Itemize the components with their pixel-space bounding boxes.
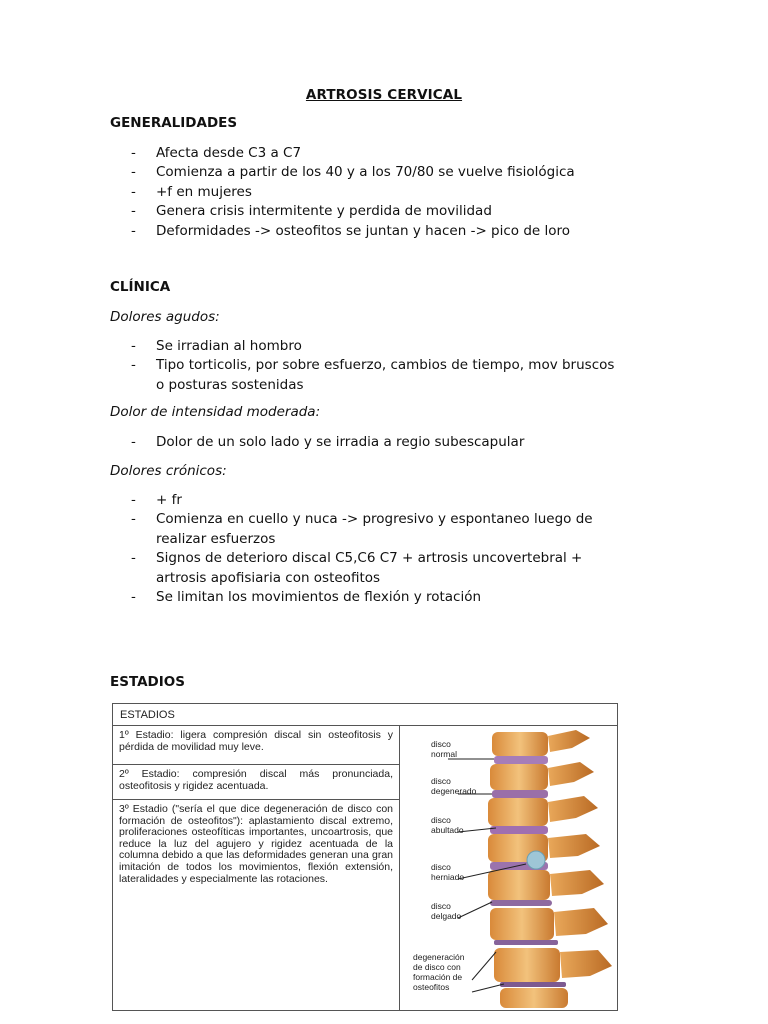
estadios-table <box>112 703 618 1011</box>
list-item: - Signos de deterioro discal C5,C6 C7 + artrosis uncovertebral + artrosis apofisiaria con osteofitos <box>131 550 583 586</box>
list-item: - Se irradian al hombro <box>131 338 302 354</box>
figure-label-degeneracion: degeneración de disco con formación de osteofitos <box>413 952 465 992</box>
list-item: - Dolor de un solo lado y se irradia a regio subescapular <box>131 434 525 450</box>
figure-label-disco-delgado: disco delgado <box>431 901 462 921</box>
figure-label-disco-herniado: disco herniado <box>431 862 465 882</box>
section-heading-clinica: CLÍNICA <box>110 279 171 295</box>
dolor-moderado-list <box>0 433 626 452</box>
section-heading-estadios: ESTADIOS <box>110 674 185 690</box>
section-heading-generalidades: GENERALIDADES <box>110 115 238 131</box>
dolores-agudos-list <box>0 337 626 395</box>
estadios-text-column <box>113 726 400 1010</box>
figure-label-disco-degenerado: disco degenerado <box>431 776 477 796</box>
list-item: - +f en mujeres <box>131 183 252 200</box>
subheading-dolores-agudos: Dolores agudos: <box>110 309 220 325</box>
page-title: ARTROSIS CERVICAL <box>305 87 463 103</box>
dolores-cronicos-list <box>0 491 626 607</box>
spine-figure <box>400 726 617 1010</box>
estadio-3-cell: 3º Estadio ("sería el que dice degeneración de disco con formación de osteofitos"): aplastamiento discal extremo, proliferaciones osteofíticas importantes, uncoartrosis, que reduce la luz del agujero y rigidez acentuada de la columna debido a que las deformidades generan una gran imitación de todos los movimientos, flexión extensión, lateralidades y especialmente las rotaciones. <box>119 803 393 885</box>
estadio-2-cell: 2º Estadio: compresión discal más pronunciada, osteofitosis y rigidez acentuada. <box>113 765 399 800</box>
figure-label-disco-abultado: disco abultado <box>431 815 464 835</box>
list-item: - + fr <box>131 492 182 508</box>
estadio-1-cell: 1º Estadio: ligera compresión discal sin osteofitosis y pérdida de movilidad muy leve. <box>113 726 399 765</box>
list-item: - Genera crisis intermitente y perdida de movilidad <box>131 203 492 220</box>
subheading-dolores-cronicos: Dolores crónicos: <box>110 463 227 479</box>
estadios-table-header: ESTADIOS <box>113 704 617 726</box>
list-item: - Tipo torticolis, por sobre esfuerzo, cambios de tiempo, mov bruscos o posturas sostenidas <box>131 357 615 393</box>
list-item: - Se limitan los movimientos de flexión y rotación <box>131 589 482 606</box>
subheading-dolor-moderado: Dolor de intensidad moderada: <box>110 404 321 420</box>
generalidades-list <box>0 144 626 241</box>
list-item: - Comienza en cuello y nuca -> progresivo y espontaneo luego de realizar esfuerzos <box>131 511 593 547</box>
figure-label-disco-normal: disco normal <box>431 739 457 759</box>
list-item: - Comienza a partir de los 40 y a los 70/80 se vuelve fisiológica <box>131 164 575 181</box>
list-item: - Deformidades -> osteofitos se juntan y hacen -> pico de loro <box>131 222 571 239</box>
list-item: - Afecta desde C3 a C7 <box>131 145 302 161</box>
